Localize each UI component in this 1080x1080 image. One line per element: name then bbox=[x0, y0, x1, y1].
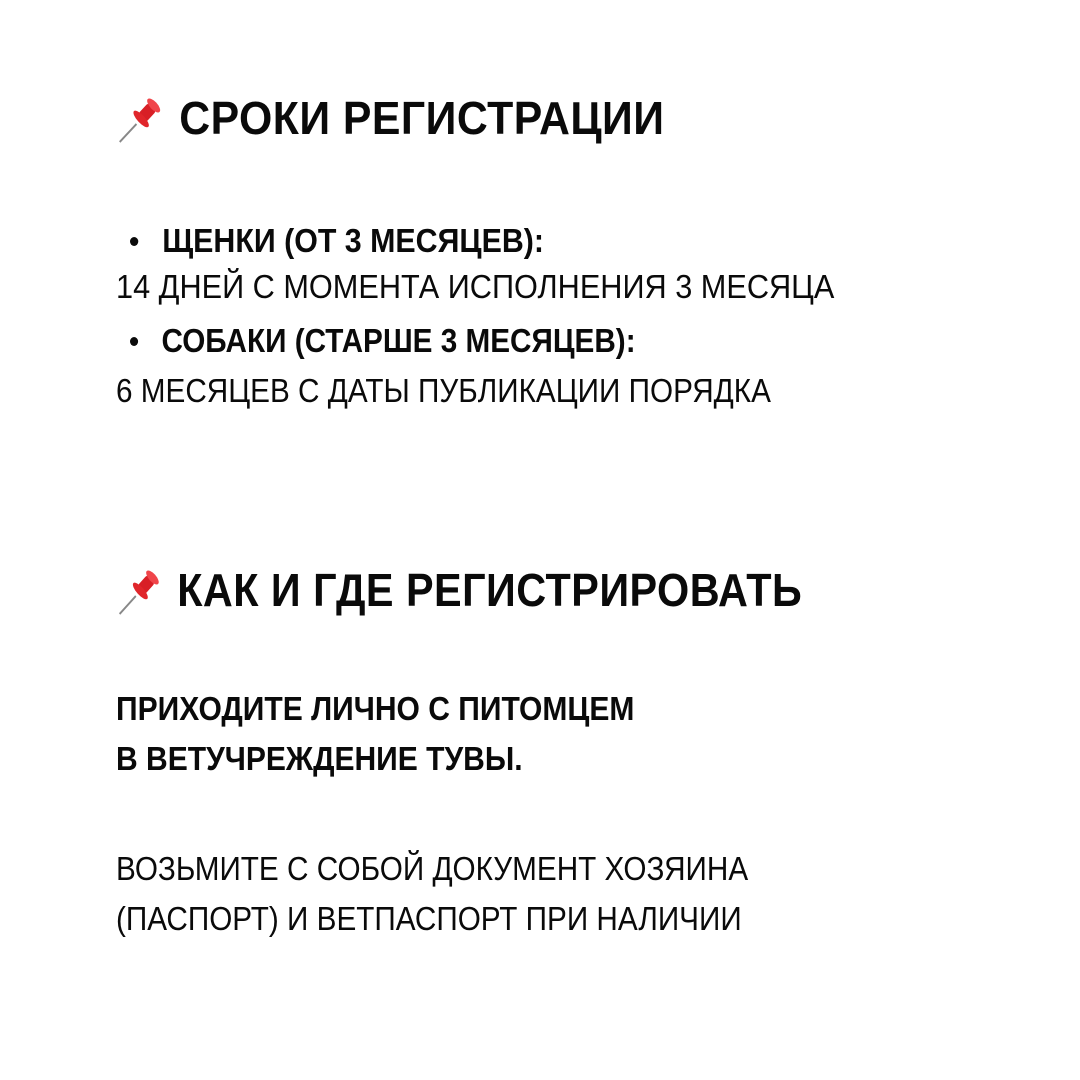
puppies-deadline: 14 ДНЕЙ С МОМЕНТА ИСПОЛНЕНИЯ 3 МЕСЯЦА bbox=[116, 268, 835, 305]
instruction-line: ПРИХОДИТЕ ЛИЧНО С ПИТОМЦЕМ bbox=[116, 690, 635, 727]
documents-line: ВОЗЬМИТЕ С СОБОЙ ДОКУМЕНТ ХОЗЯИНА bbox=[116, 850, 749, 887]
list-item-puppies: ЩЕНКИ (ОТ 3 МЕСЯЦЕВ): bbox=[130, 222, 544, 260]
bullet bbox=[130, 237, 138, 246]
section-title: КАК И ГДЕ РЕГИСТРИРОВАТЬ bbox=[177, 564, 803, 616]
section-title: СРОКИ РЕГИСТРАЦИИ bbox=[179, 92, 665, 144]
pushpin-icon bbox=[116, 562, 166, 618]
documents-line: (ПАСПОРТ) И ВЕТПАСПОРТ ПРИ НАЛИЧИИ bbox=[116, 900, 742, 937]
pushpin-icon bbox=[116, 90, 168, 146]
bullet bbox=[130, 337, 138, 346]
dogs-deadline: 6 МЕСЯЦЕВ С ДАТЫ ПУБЛИКАЦИИ ПОРЯДКА bbox=[116, 372, 771, 409]
instruction-line: В ВЕТУЧРЕЖДЕНИЕ ТУВЫ. bbox=[116, 740, 523, 777]
section-how-where-title bbox=[116, 562, 802, 618]
list-item-dogs: СОБАКИ (СТАРШЕ 3 МЕСЯЦЕВ): bbox=[130, 322, 636, 360]
section-registration-deadlines-title bbox=[116, 90, 664, 146]
